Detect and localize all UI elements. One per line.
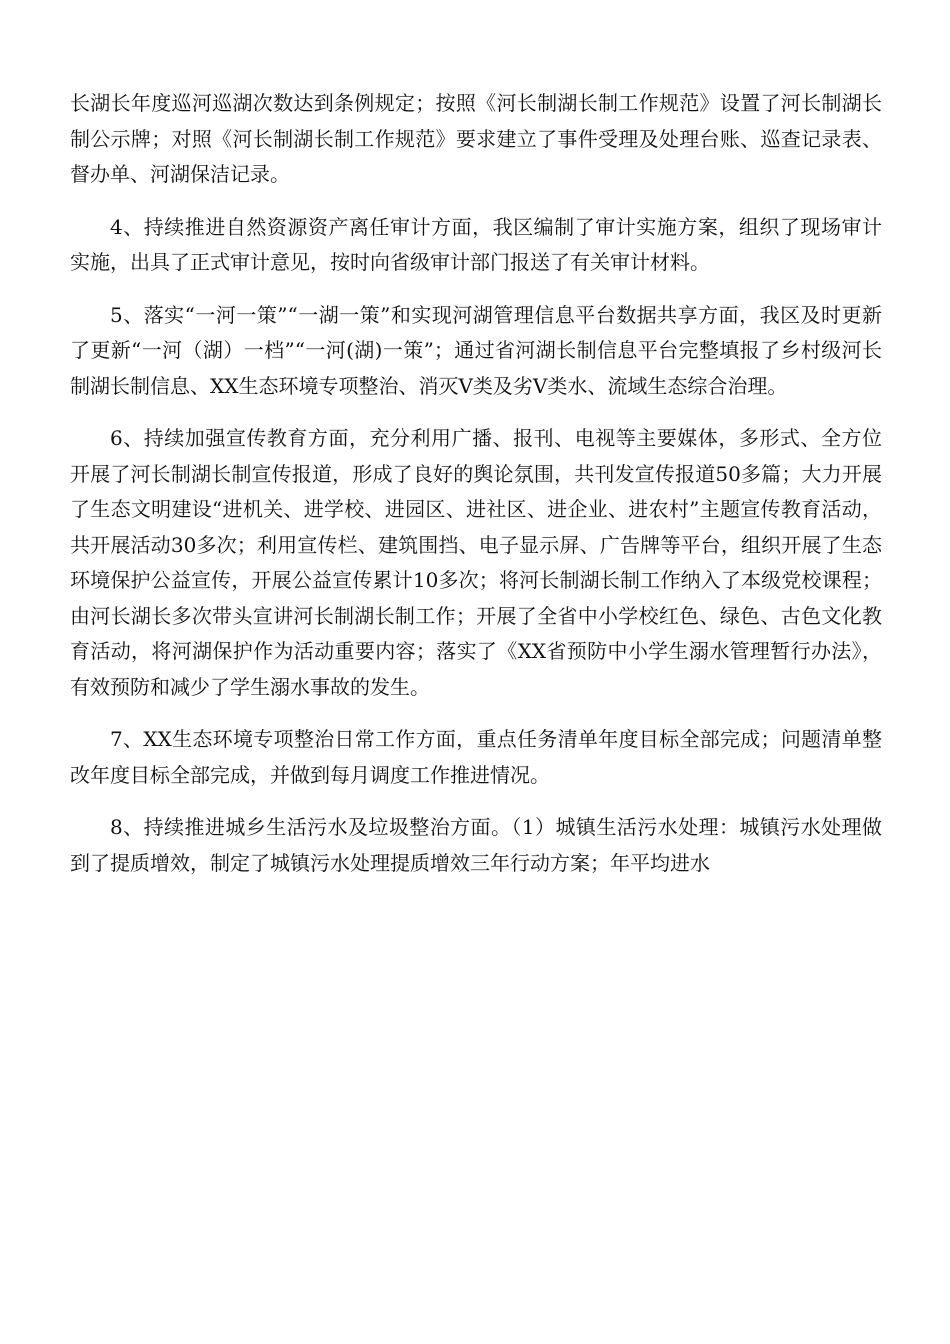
paragraph-river-lake-inspection: 长湖长年度巡河巡湖次数达到条例规定；按照《河长制湖长制工作规范》设置了河长制湖长制公示牌；对照《河长制湖长制工作规范》要求建立了事件受理及处理台账、巡查记录表、督办单、河湖保洁记录。 <box>70 91 882 186</box>
paragraph-item-6-publicity-education: 6、持续加强宣传教育方面，充分利用广播、报刊、电视等主要媒体，多形式、全方位开展了河长制湖长制宣传报道，形成了良好的舆论氛围，共刊发宣传报道50多篇；大力开展了生态文明建设“进机关、进学校、进园区、进社区、进企业、进农村”主题宣传教育活动，共开展活动30多次；利用宣传栏、建筑围挡、电子显示屏、广告牌等平台，组织开展了生态环境保护公益宣传，开展公益宣传累计10多次；将河长制湖长制工作纳入了本级党校课程；由河长湖长多次带头宣讲河长制湖长制工作；开展了全省中小学校红色、绿色、古色文化教育活动，将河湖保护作为活动重要内容；落实了《XX省预防中小学生溺水管理暂行办法》，有效预防和减少了学生溺水事故的发生。 <box>70 426 882 699</box>
paragraph-item-5-one-river-one-policy: 5、落实“一河一策”“一湖一策”和实现河湖管理信息平台数据共享方面，我区及时更新了更新“一河（湖）一档”“一河(湖)一策”；通过省河湖长制信息平台完整填报了乡村级河长制湖长制信息、XX生态环境专项整治、消灭V类及劣V类水、流域生态综合治理。 <box>70 302 882 398</box>
paragraph-item-8-sewage-garbage: 8、持续推进城乡生活污水及垃圾整治方面。（1）城镇生活污水处理：城镇污水处理做到了提质增效，制定了城镇污水处理提质增效三年行动方案；年平均进水 <box>70 815 882 875</box>
document-body <box>70 86 882 898</box>
paragraph-item-4-audit: 4、持续推进自然资源资产离任审计方面，我区编制了审计实施方案，组织了现场审计实施，出具了正式审计意见，按时向省级审计部门报送了有关审计材料。 <box>70 214 882 274</box>
paragraph-item-7-special-rectification: 7、XX生态环境专项整治日常工作方面，重点任务清单年度目标全部完成；问题清单整改年度目标全部完成，并做到每月调度工作推进情况。 <box>70 727 882 787</box>
